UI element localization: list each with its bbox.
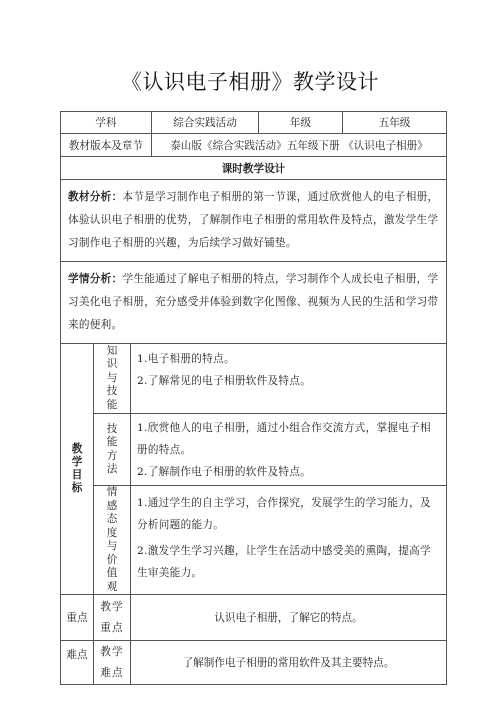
- objective-attitude-row: [61, 486, 447, 595]
- learner-analysis: [61, 262, 447, 344]
- attitude-label: 情感态度与价值观: [106, 486, 118, 593]
- difficulty-label-cell: [94, 641, 131, 685]
- objectives-label: 教学目标: [71, 443, 83, 494]
- lesson-plan-table: [60, 111, 447, 685]
- edition-value: 泰山版《综合实践活动》五年级下册 《认识电子相册》: [152, 134, 447, 157]
- difficulty-row: [61, 641, 447, 685]
- attitude-item-1: 1.通过学生的自主学习，合作探究，发展学生的学习能力，及分析问题的能力。: [137, 497, 431, 531]
- attitude-item-2: 2.激发学生学习兴趣，让学生在活动中感受美的熏陶，提高学生审美能力。: [137, 545, 431, 579]
- subject-row: [61, 112, 447, 134]
- method-item-2: 2.了解制作电子相册的软件及特点。: [137, 465, 312, 478]
- method-label-cell: [94, 414, 131, 486]
- key-group-label: 重点: [66, 612, 88, 624]
- document-title: 《认识电子相册》教学设计: [121, 70, 379, 94]
- edition-label: 教材版本及章节: [61, 134, 152, 157]
- objective-knowledge-row: [61, 344, 447, 414]
- knowledge-item-2: 2.了解常见的电子相册软件及特点。: [137, 375, 312, 387]
- learner-analysis-text: 学生能通过了解电子相册的特点，学习制作个人成长电子相册，学习美化电子相册，充分感受并体验到数字化图像、视频为人民的生活和学习带来的便利。: [68, 273, 439, 331]
- grade-label: 年级: [259, 112, 343, 134]
- knowledge-label: 知识与技能: [106, 344, 118, 411]
- key-group-label-cell: [61, 595, 94, 641]
- textbook-analysis-text: 本节是学习制作电子相册的第一节课，通过欣赏他人的电子相册，体验认识电子相册的优势，了解制作电子相册的常用软件及特点，激发学生学习制作电子相册的兴趣，为后续学习做好铺垫。: [68, 191, 439, 249]
- subject-label: 学科: [61, 112, 152, 134]
- difficulty-text: 了解制作电子相册的常用软件及其主要特点。: [131, 641, 447, 685]
- edition-row: [61, 134, 447, 157]
- knowledge-label-cell: [94, 344, 131, 414]
- learner-analysis-label: 学情分析：: [68, 273, 123, 285]
- knowledge-item-1: 1.电子相册的特点。: [137, 353, 235, 365]
- key-label-cell: [94, 595, 131, 641]
- key-point-row: [61, 595, 447, 641]
- section-title: 课时教学设计: [61, 157, 447, 180]
- method-item-1: 1.欣赏他人的电子相册，通过小组合作交流方式，掌握电子相册的特点。: [137, 421, 431, 456]
- grade-value: 五年级: [343, 112, 447, 134]
- difficulty-label: 教学难点: [100, 645, 124, 679]
- learner-analysis-row: [61, 262, 447, 344]
- section-title-row: [61, 157, 447, 180]
- attitude-label-cell: [94, 486, 131, 595]
- key-text: 认识电子相册，了解它的特点。: [131, 595, 447, 641]
- textbook-analysis-row: [61, 180, 447, 262]
- attitude-items: [131, 486, 447, 595]
- method-items: [131, 414, 447, 486]
- objectives-label-cell: [61, 344, 94, 595]
- difficulty-group-label: 难点: [66, 649, 88, 661]
- knowledge-items: [131, 344, 447, 414]
- method-label: 技能方法: [106, 422, 118, 475]
- textbook-analysis-label: 教材分析：: [68, 191, 123, 203]
- difficulty-group-label-cell: [61, 641, 94, 685]
- objective-method-row: [61, 414, 447, 486]
- key-label: 教学重点: [100, 600, 124, 634]
- textbook-analysis: [61, 180, 447, 262]
- subject-value: 综合实践活动: [152, 112, 259, 134]
